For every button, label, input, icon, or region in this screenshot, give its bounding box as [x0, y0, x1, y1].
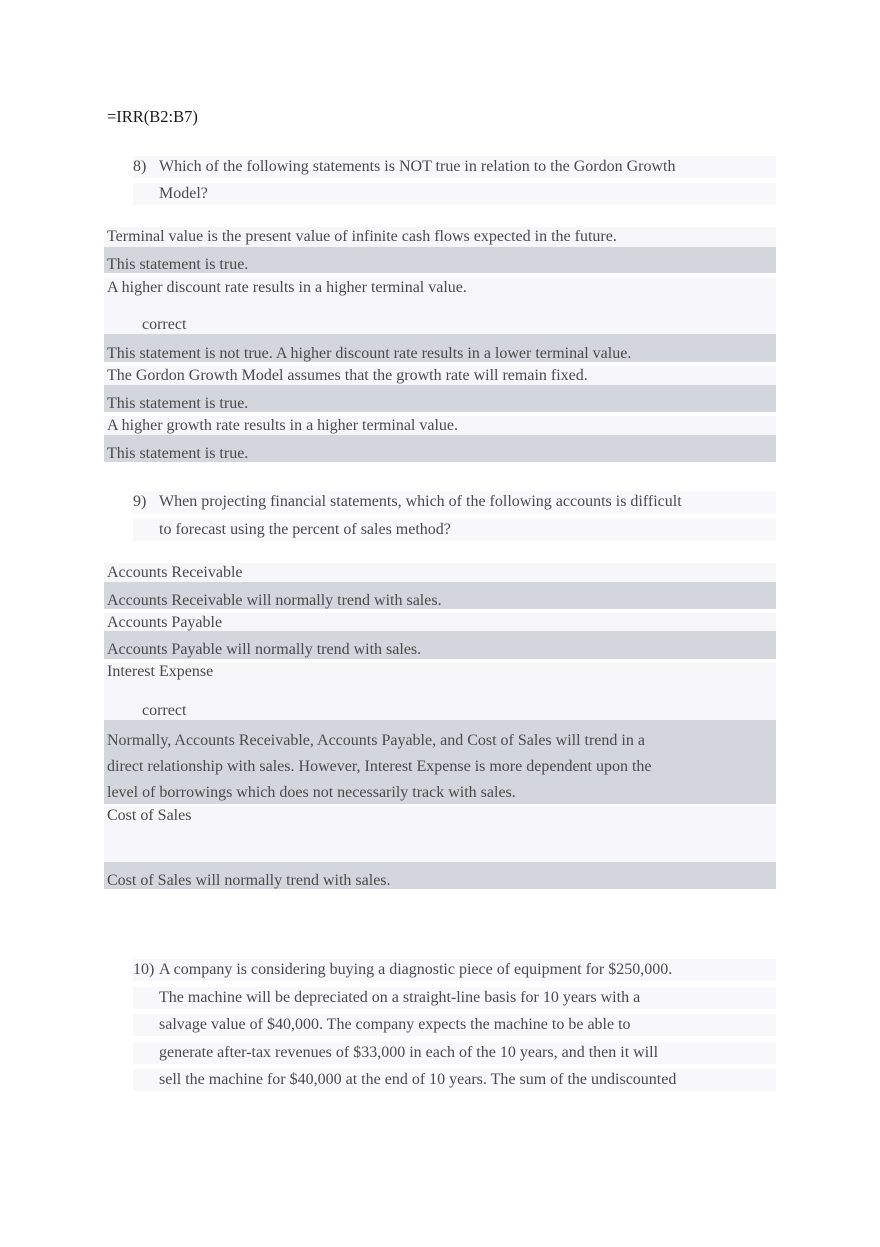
- q8-option-4: A higher growth rate results in a higher terminal value.: [104, 416, 776, 435]
- q9-correct-marker: correct: [142, 702, 187, 719]
- q9-option-1: Accounts Receivable: [104, 563, 776, 582]
- formula-text: =IRR(B2:B7): [107, 107, 198, 126]
- question-10-line-2: [133, 987, 776, 1009]
- q9-option-4: Cost of Sales: [104, 806, 776, 862]
- question-9-number: 9): [133, 493, 147, 510]
- question-9-text-line: to forecast using the percent of sales method?: [159, 521, 451, 538]
- question-8-text-line: Model?: [159, 185, 208, 202]
- question-9-line-1: [133, 491, 776, 513]
- question-10-line-3: [133, 1014, 776, 1036]
- q8-option-2-feedback: This statement is not true. A higher discount rate results in a lower terminal value.: [104, 334, 776, 362]
- q8-option-3: The Gordon Growth Model assumes that the growth rate will remain fixed.: [104, 366, 776, 385]
- q8-option-2: A higher discount rate results in a higher terminal value.: [104, 278, 776, 334]
- question-8-text-line: Which of the following statements is NOT true in relation to the Gordon Growth: [159, 158, 676, 175]
- q8-correct-marker: correct: [142, 316, 187, 333]
- question-10-line-5: [133, 1069, 776, 1091]
- q8-option-3-feedback: This statement is true.: [104, 385, 776, 412]
- q8-option-4-feedback: This statement is true.: [104, 435, 776, 462]
- question-10-text-line: generate after-tax revenues of $33,000 in each of the 10 years, and then it will: [159, 1044, 659, 1061]
- question-10-number: 10): [133, 961, 155, 978]
- feedback-line: Normally, Accounts Receivable, Accounts Payable, and Cost of Sales will trend in a: [107, 732, 645, 749]
- question-10-text-line: salvage value of $40,000. The company expects the machine to be able to: [159, 1016, 631, 1033]
- q9-option-4-feedback: Cost of Sales will normally trend with sales.: [104, 862, 776, 889]
- q9-option-1-feedback: Accounts Receivable will normally trend with sales.: [104, 582, 776, 609]
- question-10-text-line: A company is considering buying a diagnostic piece of equipment for $250,000.: [159, 961, 673, 978]
- q9-option-2: Accounts Payable: [104, 613, 776, 631]
- feedback-line: level of borrowings which does not necessarily track with sales.: [107, 784, 516, 801]
- q8-option-1: Terminal value is the present value of infinite cash flows expected in the future.: [104, 227, 776, 247]
- question-10-line-1: [133, 959, 776, 981]
- question-8-line-2: [133, 183, 776, 205]
- question-9-line-2: [133, 519, 776, 541]
- question-8-number: 8): [133, 158, 147, 175]
- question-9-text-line: When projecting financial statements, which of the following accounts is difficult: [159, 493, 682, 510]
- feedback-line: direct relationship with sales. However, Interest Expense is more dependent upon the: [107, 758, 652, 775]
- question-10-text-line: The machine will be depreciated on a straight-line basis for 10 years with a: [159, 989, 641, 1006]
- q8-option-1-feedback: This statement is true.: [104, 247, 776, 273]
- question-10-line-4: [133, 1042, 776, 1064]
- question-10-text-line: sell the machine for $40,000 at the end of 10 years. The sum of the undiscounted: [159, 1071, 677, 1088]
- question-8-line-1: [133, 156, 776, 178]
- q9-option-3: Interest Expense: [104, 662, 776, 720]
- q9-option-2-feedback: Accounts Payable will normally trend with sales.: [104, 631, 776, 659]
- q9-option-3-feedback: [104, 720, 776, 804]
